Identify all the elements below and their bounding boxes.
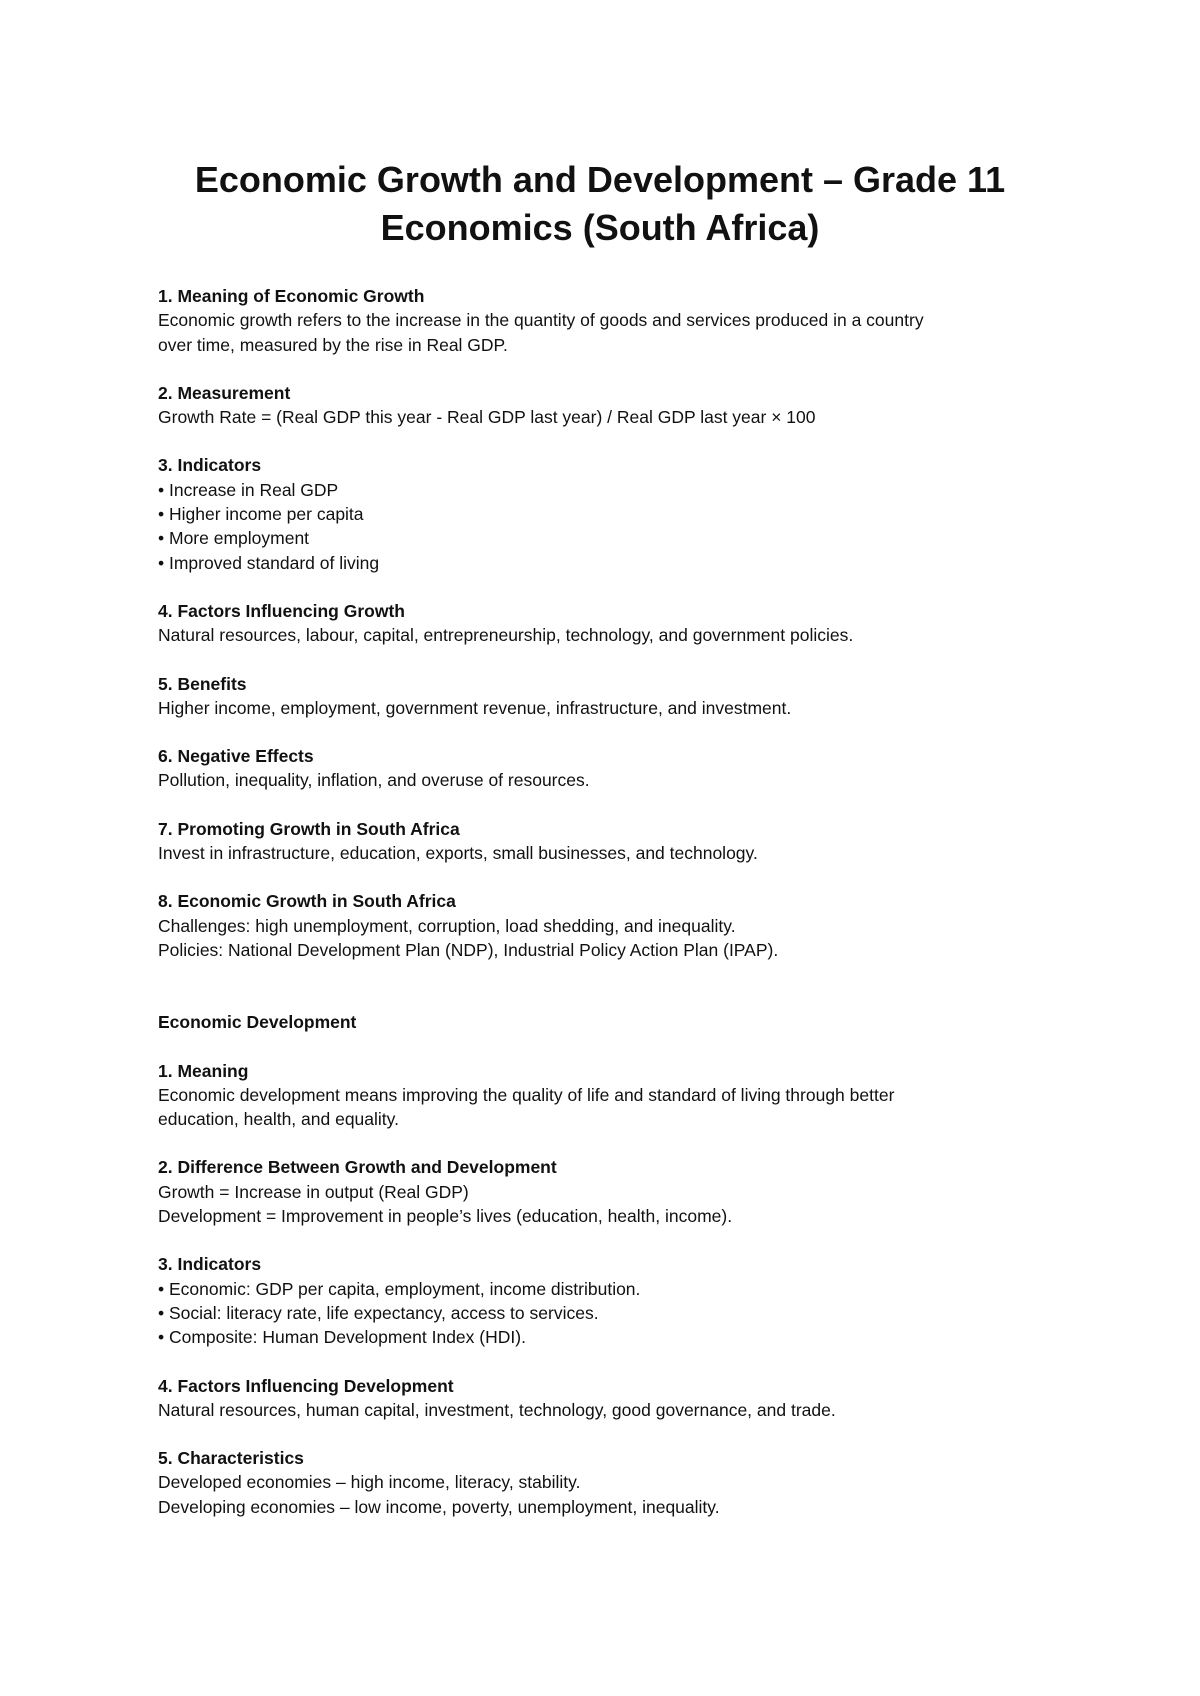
section-heading: 4. Factors Influencing Development (158, 1375, 454, 1396)
section-text: education, health, and equality. (158, 1109, 399, 1130)
title-line-1: Economic Growth and Development – Grade 11 (194, 159, 1006, 200)
development-section-indicators (158, 1252, 1058, 1349)
section-heading: 8. Economic Growth in South Africa (158, 891, 456, 912)
development-section-meaning (158, 1059, 1058, 1132)
section-text: Economic development means improving the quality of life and standard of living through better (158, 1084, 895, 1105)
title-line-2: Economics (South Africa) (380, 207, 820, 248)
section-text: over time, measured by the rise in Real GDP. (158, 334, 508, 355)
list-item: • Composite: Human Development Index (HDI). (158, 1327, 526, 1348)
development-section-difference (158, 1155, 1058, 1228)
growth-section-promoting (158, 817, 1058, 866)
document-body (158, 284, 1058, 1543)
growth-section-south-africa (158, 889, 1058, 962)
section-text: Challenges: high unemployment, corruption, load shedding, and inequality. (158, 915, 736, 936)
growth-section-benefits (158, 672, 1058, 721)
section-text: Invest in infrastructure, education, exports, small businesses, and technology. (158, 843, 758, 864)
growth-section-indicators (158, 453, 1058, 574)
section-heading: 6. Negative Effects (158, 746, 314, 767)
section-text: Pollution, inequality, inflation, and overuse of resources. (158, 770, 590, 791)
section-heading: 2. Measurement (158, 382, 291, 403)
list-item: • More employment (158, 528, 310, 549)
list-item: • Economic: GDP per capita, employment, income distribution. (158, 1278, 641, 1299)
growth-section-negative-effects (158, 744, 1058, 793)
list-item: • Higher income per capita (158, 504, 364, 525)
section-heading: 5. Benefits (158, 673, 247, 694)
development-section-factors (158, 1374, 1058, 1423)
section-text: Developed economies – high income, literacy, stability. (158, 1472, 581, 1493)
section-heading: 3. Indicators (158, 455, 262, 476)
section-text: Higher income, employment, government revenue, infrastructure, and investment. (158, 697, 792, 718)
indicator-list (158, 478, 1058, 575)
section-heading: 3. Indicators (158, 1254, 262, 1275)
list-item: • Increase in Real GDP (158, 479, 339, 500)
section-text: Development = Improvement in people’s lives (education, health, income). (158, 1206, 733, 1227)
indicator-list (158, 1277, 1058, 1350)
section-heading: 1. Meaning of Economic Growth (158, 286, 425, 306)
list-item: • Social: literacy rate, life expectancy, access to services. (158, 1302, 599, 1323)
section-heading: 5. Characteristics (158, 1448, 304, 1469)
section-heading: 4. Factors Influencing Growth (158, 600, 405, 621)
section-text: Natural resources, human capital, investment, technology, good governance, and trade. (158, 1399, 836, 1420)
part-heading-development: Economic Development (158, 1012, 357, 1033)
section-heading: 2. Difference Between Growth and Development (158, 1157, 557, 1178)
section-text: Economic growth refers to the increase in the quantity of goods and services produced in a country (158, 310, 924, 331)
section-text: Growth = Increase in output (Real GDP) (158, 1181, 469, 1202)
growth-section-meaning (158, 284, 1058, 357)
section-text: Policies: National Development Plan (NDP), Industrial Policy Action Plan (IPAP). (158, 939, 779, 960)
section-text: Natural resources, labour, capital, entrepreneurship, technology, and government policies. (158, 625, 854, 646)
growth-section-factors (158, 599, 1058, 648)
section-heading: 1. Meaning (158, 1060, 249, 1081)
section-text: Developing economies – low income, poverty, unemployment, inequality. (158, 1496, 720, 1517)
document-title (0, 156, 1200, 252)
section-heading: 7. Promoting Growth in South Africa (158, 818, 460, 839)
development-section-characteristics (158, 1446, 1058, 1519)
growth-section-measurement (158, 381, 1058, 430)
growth-rate-formula: Growth Rate = (Real GDP this year - Real GDP last year) / Real GDP last year × 100 (158, 407, 816, 428)
list-item: • Improved standard of living (158, 552, 380, 573)
